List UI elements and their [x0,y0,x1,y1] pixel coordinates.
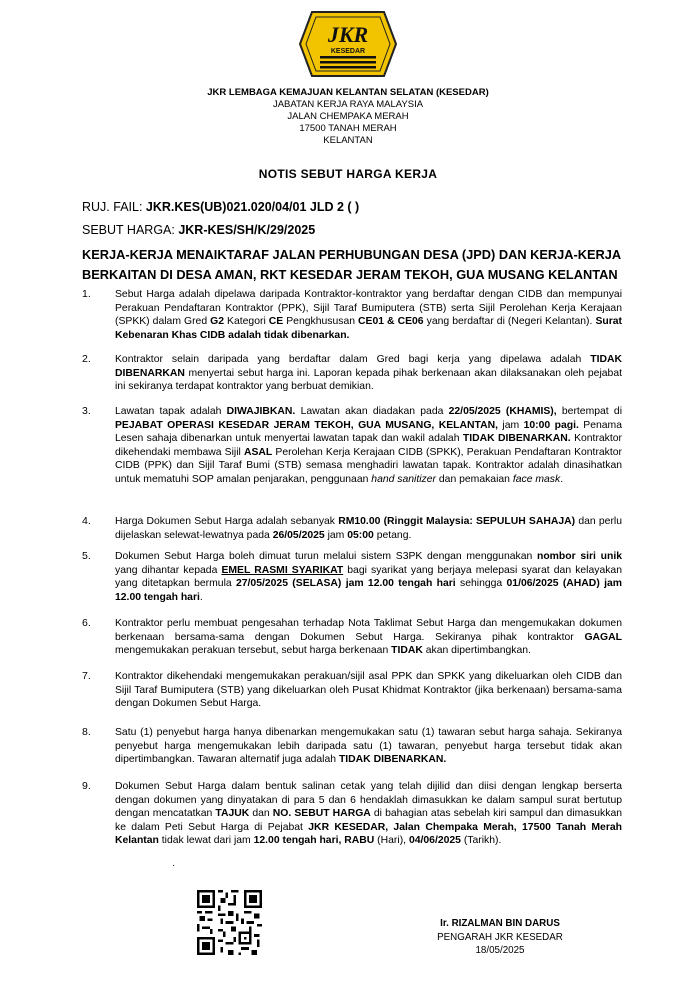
item-number: 5. [82,550,91,562]
item-text: Kontraktor selain daripada yang berdaftar dalam Gred bagi kerja yang dipelawa adalah TIDAK DIBENARKAN menyertai sebut harga ini. Laporan kepada pihak berkenaan akan dilaksanakan oleh pejabat ini sekiranya terdapat kontraktor yang berbuat demikian. [115,354,622,392]
item-number: 9. [82,780,91,792]
notice-title: NOTIS SEBUT HARGA KERJA [258,167,438,181]
svg-text:JKR: JKR [327,22,369,47]
item-number: 4. [82,515,91,527]
item-number: 6. [82,617,91,629]
header-line-3: 17500 TANAH MERAH [299,123,397,134]
item-text: Dokumen Sebut Harga dalam bentuk salinan cetak yang telah dijilid dan diisi dengan lengkap berserta dengan dokumen yang dinyatakan di para 5 dan 6 hendaklah dimasukkan ke dalam sampul surat bertutup dengan mencatatkan TAJUK dan NO. SEBUT HARGA di bahagian atas sebelah kiri sampul dan dimasukkan ke dalam Peti Sebut Harga di Pejabat JKR KESEDAR, Jalan Chempaka Merah, 17500 Tanah Merah Kelantan tidak lewat dari jam 12.00 tengah hari, RABU (Hari), 04/06/2025 (Tarikh). [115,781,623,846]
item-number: 7. [82,670,91,682]
jkr-kesedar-logo [298,6,398,81]
item-text: Sebut Harga adalah dipelawa daripada Kontraktor-kontraktor yang berdaftar dengan CIDB dan mempunyai Perakuan Pendaftaran Kontraktor (PPK), Sijil Taraf Bumiputera (STB) serta Sijil Perolehan Kerja Kerajaan (SPKK) dalam Gred G2 Kategori CE Pengkhususan CE01 & CE06 yang berdaftar di (Negeri Kelantan). Surat Kebenaran Khas CIDB adalah tidak dibenarkan. [115,289,622,341]
item-text: Lawatan tapak adalah DIWAJIBKAN. Lawatan akan diadakan pada 22/05/2025 (KHAMIS), bertempat di PEJABAT OPERASI KESEDAR JERAM TEKOH, GUA MUSANG, KELANTAN, jam 10:00 pagi. Penama Lesen sahaja dibenarkan untuk menyertai lawatan tapak dan wakil adalah TIDAK DIBENARKAN. Kontraktor dikehendaki membawa Sijil ASAL Perolehan Kerja Kerajaan CIDB (SPKK), Perakuan Pendaftaran Kontraktor CIDB (PPK) dan Sijil Taraf Bumi (STB) semasa menghadiri lawatan tapak. Kontraktor adalah dinasihatkan untuk mematuhi SOP amalan penjarakan, penggunaan hand sanitizer dan pemakaian face mask. [115,406,623,485]
item-number: 8. [82,726,91,738]
header-org: JKR LEMBAGA KEMAJUAN KELANTAN SELATAN (KESEDAR) [207,87,489,98]
sebut-harga-value: JKR-KES/SH/K/29/2025 [178,223,316,237]
signature-date: 18/05/2025 [475,945,525,956]
item-text: Kontraktor dikehendaki mengemukakan perakuan/sijil asal PPK dan SPKK yang dikeluarkan oleh CIDB dan Sijil Taraf Bumiputera (STB) yang dikeluarkan oleh Pusat Khidmat Kontraktor (jika berkenaan) bersama-sama dengan Dokumen Sebut Harga. [115,671,622,709]
sebut-harga-label: SEBUT HARGA: [82,223,179,237]
subject-heading: KERJA-KERJA MENAIKTARAF JALAN PERHUBUNGAN DESA (JPD) DAN KERJA-KERJA BERKAITAN DI DESA AMAN, RKT KESEDAR JERAM TEKOH, GUA MUSANG KELANTAN [82,247,621,282]
header-line-4: KELANTAN [323,135,373,146]
item-number: 2. [82,353,91,365]
item-number: 3. [82,405,91,417]
qr-code[interactable] [197,890,262,955]
header-line-1: JABATAN KERJA RAYA MALAYSIA [272,99,424,110]
svg-text:KESEDAR: KESEDAR [330,48,366,55]
item-text: Harga Dokumen Sebut Harga adalah sebanyak RM10.00 (Ringgit Malaysia: SEPULUH SAHAJA) dan perlu dijelaskan selewat-lewatnya pada 26/05/2025 jam 05:00 petang. [115,516,622,541]
item-number: 1. [82,288,91,300]
signatory-position: PENGARAH JKR KESEDAR [437,932,563,943]
sebut-harga-ref [82,223,315,237]
decorative-dot: · [172,860,176,871]
item-text: Satu (1) penyebut harga hanya dibenarkan mengemukakan satu (1) tawaran sebut harga sahaja. Sekiranya penyebut harga mengemukakan lebih daripada satu (1) tawaran, penyebut harga tersebut tidak akan dipertimbangkan. Tawaran alternatif juga adalah TIDAK DIBENARKAN. [115,727,622,765]
ruj-fail [82,200,359,214]
header-line-2: JALAN CHEMPAKA MERAH [287,111,409,122]
item-text: Kontraktor perlu membuat pengesahan terhadap Nota Taklimat Sebut Harga dan mengemukakan dokumen berkenaan bersama-sama dengan Dokumen Sebut Harga. Sekiranya pihak kontraktor GAGAL mengemukakan perakuan tersebut, sebut harga berkenaan TIDAK akan dipertimbangkan. [115,618,622,656]
item-text: Dokumen Sebut Harga boleh dimuat turun melalui sistem S3PK dengan menggunakan nombor siri unik yang dihantar kepada EMEL RASMI SYARIKAT bagi syarikat yang berjaya melepasi syarat dan kelayakan yang ditetapkan bermula 27/05/2025 (SELASA) jam 12.00 tengah hari sehingga 01/06/2025 (AHAD) jam 12.00 tengah hari. [115,551,623,603]
signatory-name: Ir. RIZALMAN BIN DARUS [440,918,560,929]
ruj-fail-label: RUJ. FAIL: [82,200,146,214]
ruj-fail-value: JKR.KES(UB)021.020/04/01 JLD 2 ( ) [145,200,360,214]
